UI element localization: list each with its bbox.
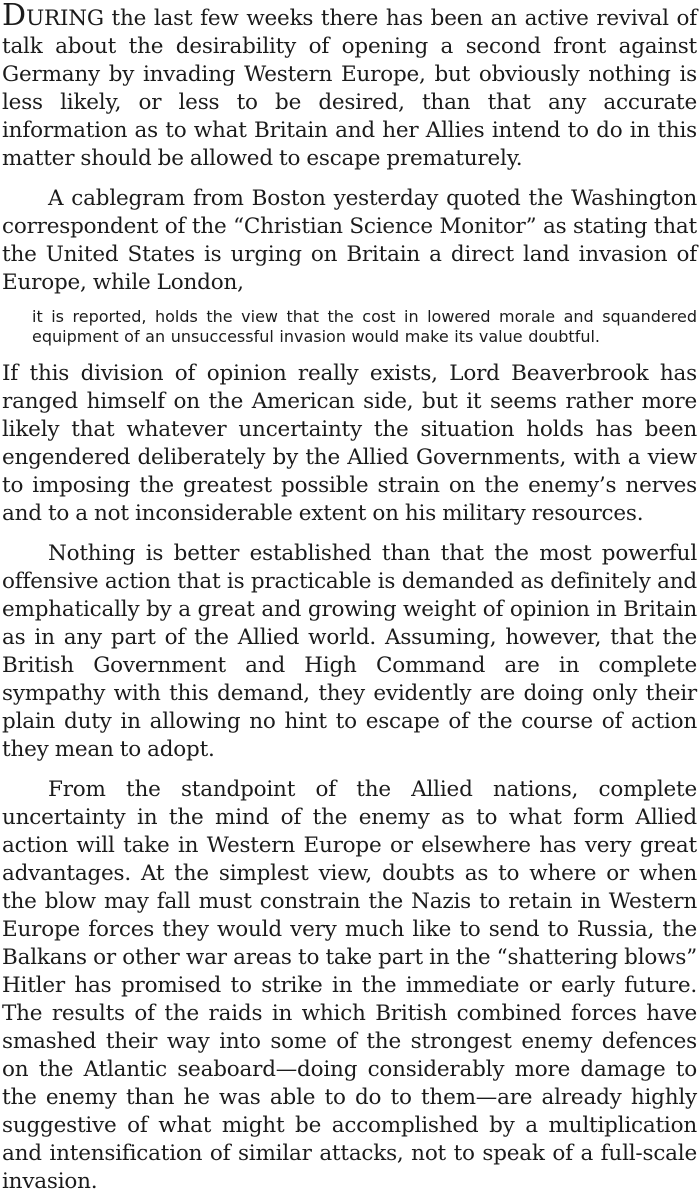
paragraph-5: From the standpoint of the Allied nations, complete uncertainty in the mind of the enemy as to what form Allied action will take in Western Europe or elsewhere has very great advantages. At the simplest view, doubts as to where or when the blow may fall must constrain the Nazis to retain in Western Europe forces they would very much like to send to Russia, the Balkans or other war areas to take part in the “shattering blows” Hitler has promised to strike in the immediate or early future. The results of the raids in which British combined forces have smashed their way into some of the strongest enemy defences on the Atlantic seaboard—doing considerably more damage to the enemy than he was able to do to them—are already highly suggestive of what might be accomplished by a multiplication and intensification of similar attacks, not to speak of a full-scale invasion. bbox=[2, 777, 697, 1194]
paragraph-2: A cablegram from Boston yesterday quoted the Washington correspondent of the “Christian Science Monitor” as stating that the United States is urging on Britain a direct land invasion of Europe, while London, bbox=[2, 186, 697, 295]
paragraph-4: Nothing is better established than that the most powerful offensive action that is practicable is demanded as definitely and emphatically by a great and growing weight of opinion in Britain as in any part of the Allied world. Assuming, however, that the British Government and High Command are in complete sympathy with this demand, they evidently are doing only their plain duty in allowing no hint to escape of the course of action they mean to adopt. bbox=[2, 541, 697, 762]
paragraph-1 bbox=[2, 2, 697, 173]
paragraph-3: If this division of opinion really exists, Lord Beaverbrook has ranged himself on the American side, but it seems rather more likely that whatever uncertainty the situation holds has been engendered deliberately by the Allied Governments, with a view to imposing the greatest possible strain on the enemy’s nerves and to a not inconsiderable extent on his military resources. bbox=[2, 361, 697, 526]
drop-cap: D bbox=[2, 0, 27, 33]
paragraph-1-text: URING the last few weeks there has been an active revival of talk about the desirability of opening a second front against Germany by invading Western Europe, but obviously nothing is less likely, or less to be desired, than that any accurate information as to what Britain and her Allies intend to do in this matter should be allowed to escape prematurely. bbox=[2, 6, 697, 171]
indented-quote: it is reported, holds the view that the cost in lowered morale and squandered equipment of an unsuccessful invasion would make its value doubtful. bbox=[32, 307, 697, 346]
